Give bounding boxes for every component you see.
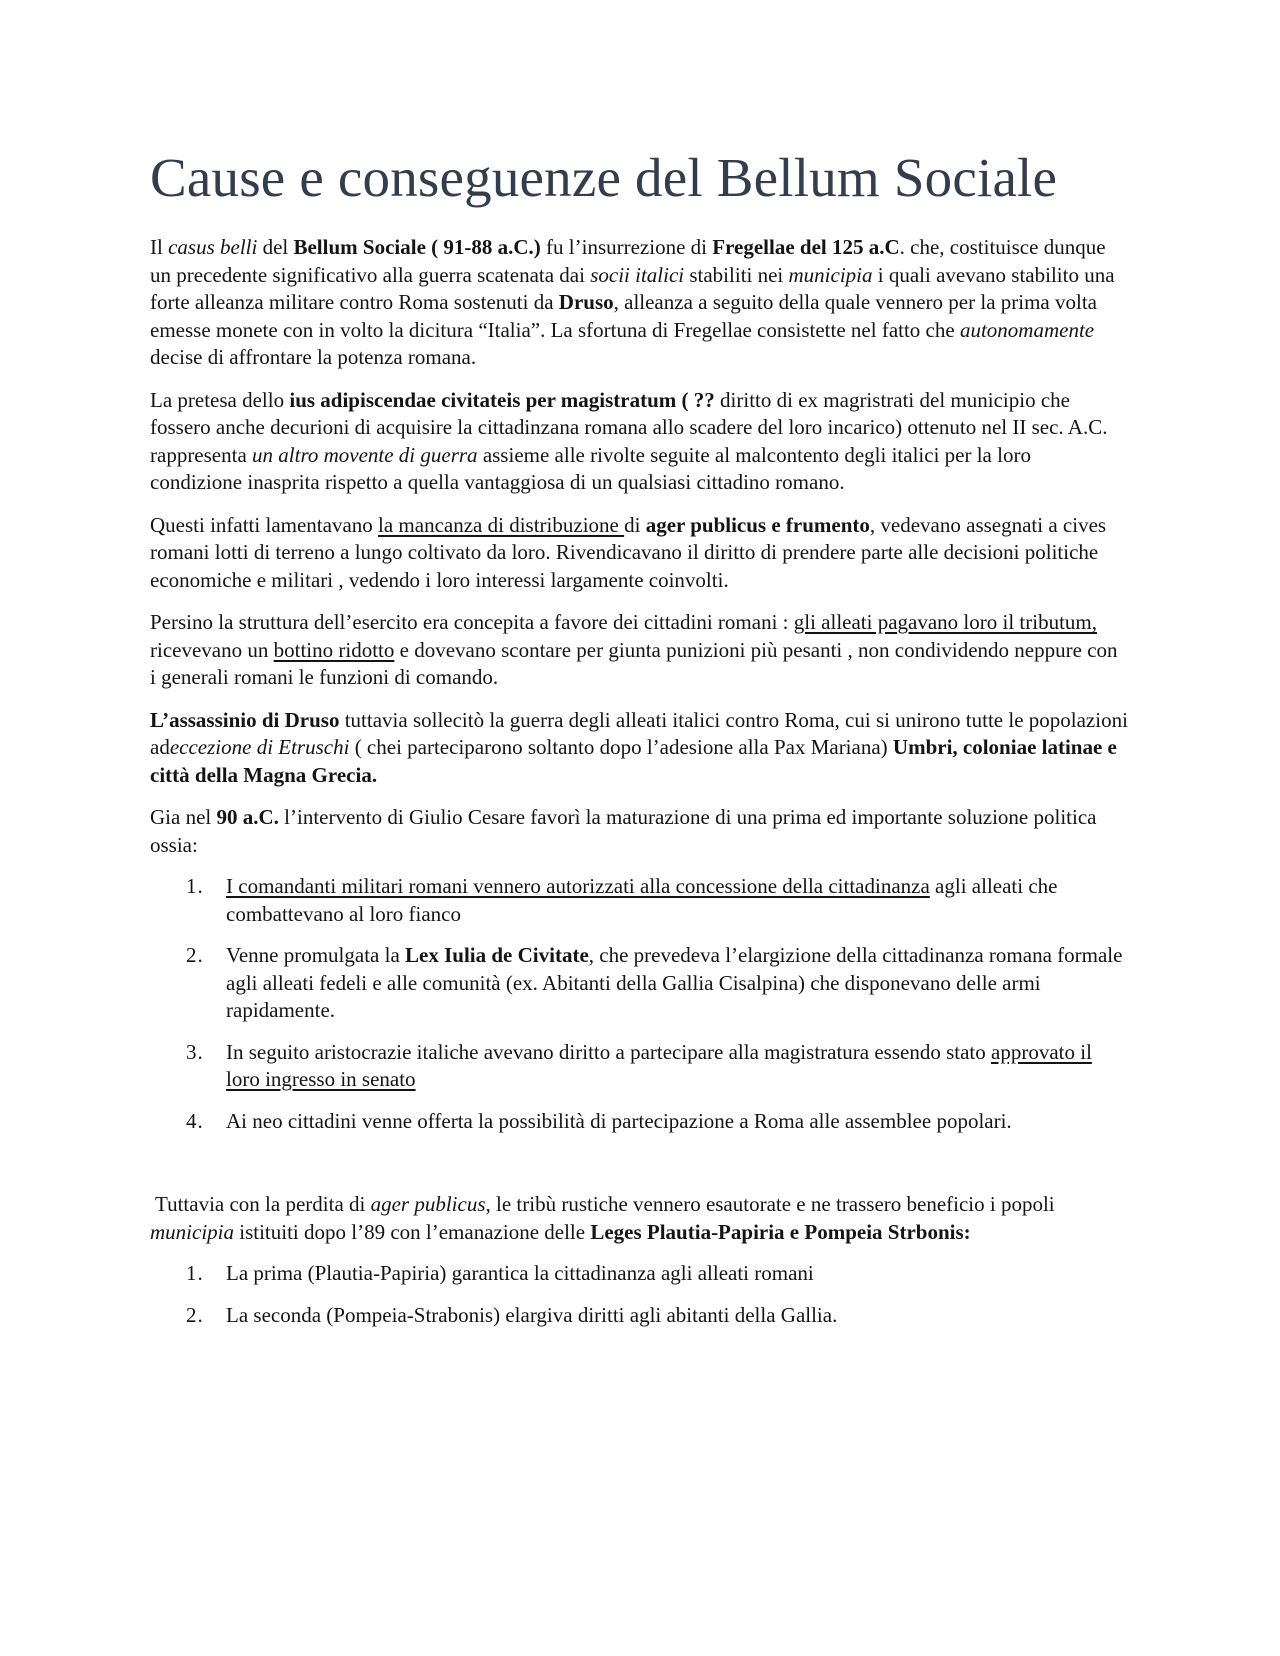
list-item: [150, 1108, 1128, 1136]
text-run: La pretesa dello: [150, 387, 290, 412]
bold-run: Leges Plautia-Papiria e Pompeia Strbonis:: [590, 1219, 971, 1244]
underlined-run: I comandanti militari romani vennero autorizzati alla concessione della cittadinanza: [226, 874, 930, 898]
text-run: e dovevano scontare per giunta punizioni più pesanti , non condividendo neppure con i generali romani le funzioni di comando.: [150, 637, 1118, 689]
list-item: [150, 1260, 1128, 1288]
document-page: [150, 146, 1128, 1329]
paragraph-leges: [150, 1191, 1128, 1246]
text-run: Tuttavia con la perdita di: [155, 1192, 371, 1216]
paragraph-lamentele: [150, 512, 1128, 595]
list-number: 4.: [186, 1108, 204, 1133]
text-run: Questi infatti lamentavano: [150, 512, 379, 537]
italic-run: municipia: [788, 262, 873, 287]
text-run: assieme alle rivolte seguite al malcontento degli italici per la loro condizione inasprita rispetto a quella vantaggiosa di un qualsiasi cittadino romano.: [150, 442, 1031, 494]
bold-run: Umbri, coloniae latinae e città della Magna Grecia.: [150, 735, 1117, 787]
text-run: La seconda (Pompeia-Strabonis) elargiva diritti agli abitanti della Gallia.: [226, 1302, 838, 1327]
italic-run: casus belli: [168, 235, 258, 259]
text-run: Ai neo cittadini venne offerta la possibilità di partecipazione a Roma alle assemblee popolari.: [226, 1108, 1012, 1133]
text-run: stabiliti nei: [684, 262, 789, 287]
paragraph-giulio-cesare: [150, 804, 1128, 859]
bold-run: Druso: [558, 290, 614, 314]
bold-run: ius adipiscendae civitateis per magistratum ( ??: [289, 387, 715, 412]
text-run: ( chei parteciparono soltanto dopo l’adesione alla Pax Mariana): [349, 735, 893, 759]
text-run: decise di affrontare la potenza romana.: [150, 345, 477, 369]
underlined-run: la mancanza di distribuzione: [378, 512, 625, 537]
paragraph-ius-adipiscendae: [150, 387, 1128, 497]
text-run: istituiti dopo l’89 con l’emanazione delle: [234, 1219, 591, 1244]
italic-run: un altro movente di guerra: [252, 442, 478, 467]
list-number: 1.: [186, 874, 204, 898]
text-run: di: [624, 512, 646, 537]
text-run: Venne promulgata la: [226, 943, 406, 967]
underlined-run: gli alleati pagavano loro il tributum,: [793, 610, 1098, 634]
italic-run: autonomamente: [959, 317, 1095, 342]
text-run: , che prevedeva l’elargizione della cittadinanza romana formale agli alleati fedeli e alle comunità (ex. Abitanti della Gallia Cisalpina) che disponevano delle armi rapidamente.: [226, 943, 1123, 1022]
text-run: diritto di ex magristrati del municipio che fossero anche decurioni di acquisire la cittadinzana romana allo scadere del loro incarico) ottenuto nel II sec. A.C. rappresenta: [150, 387, 1108, 467]
bold-run: 90 a.C.: [216, 805, 279, 829]
underlined-run: bottino ridotto: [273, 637, 395, 662]
list-item: [150, 1039, 1128, 1094]
paragraph-esercito: [150, 609, 1128, 692]
bold-run: ager publicus e frumento: [645, 512, 870, 537]
italic-run: municipia: [150, 1219, 234, 1244]
text-run: Persino la struttura dell’esercito era concepita a favore dei cittadini romani :: [150, 610, 794, 634]
list-number: 2.: [186, 943, 204, 967]
italic-run: eccezione di Etruschi: [169, 735, 350, 759]
list-number: 1.: [186, 1261, 204, 1285]
text-run: , vedevano assegnati a cives romani lotti di terreno a lungo coltivato da loro. Rivendicavano il diritto di prendere parte alle decisioni politiche economiche e militari , vedendo i loro interessi largamente coinvolti.: [150, 512, 1107, 592]
bold-run: Lex Iulia de Civitate: [405, 943, 589, 967]
text-run: In seguito aristocrazie italiche avevano diritto a partecipare alla magistratura essendo stato: [226, 1039, 992, 1064]
list-item: [150, 873, 1128, 928]
numbered-list-leges: [150, 1260, 1128, 1329]
bold-run: L’assassinio di Druso: [150, 707, 340, 732]
paragraph-assassinio-druso: [150, 707, 1128, 790]
numbered-list-soluzioni: [150, 873, 1128, 1135]
italic-run: socii italici: [590, 262, 685, 287]
text-run: , alleanza a seguito della quale vennero per la prima volta emesse monete con in volto la dicitura “Italia”. La sfortuna di Fregellae consistette nel fatto che: [150, 290, 1097, 342]
text-run: . che, costituisce dunque un precedente significativo alla guerra scatenata dai: [150, 235, 1106, 287]
text-run: La prima (Plautia-Papiria) garantica la cittadinanza agli alleati romani: [226, 1261, 814, 1285]
list-number: 3.: [186, 1039, 204, 1064]
bold-run: Bellum Sociale ( 91-88 a.C.): [293, 235, 541, 259]
list-item: [150, 942, 1128, 1025]
document-title: Cause e conseguenze del Bellum Sociale: [150, 147, 1058, 208]
text-run: ricevevano un: [150, 637, 274, 662]
text-run: i quali avevano stabilito una forte alleanza militare contro Roma sostenuti da: [150, 262, 1115, 314]
list-number: 2.: [186, 1302, 204, 1327]
text-run: Il: [150, 235, 169, 259]
text-run: l’intervento di Giulio Cesare favorì la maturazione di una prima ed importante soluzione politica ossia:: [150, 805, 1097, 857]
text-run: fu l’insurrezione di: [540, 235, 713, 259]
bold-run: Fregellae del 125 a.C: [712, 235, 900, 259]
underlined-run: approvato il loro ingresso in senato: [226, 1039, 1092, 1091]
italic-run: ager publicus: [370, 1192, 486, 1216]
text-run: Gia nel: [150, 805, 217, 829]
text-run: tuttavia sollecitò la guerra degli alleati italici contro Roma, cui si unirono tutte le popolazioni ad: [150, 707, 1128, 759]
text-run: , le tribù rustiche vennero esautorate e ne trassero beneficio i popoli: [485, 1192, 1055, 1216]
text-run: del: [257, 235, 294, 259]
list-item: [150, 1302, 1128, 1330]
text-run: agli alleati che combattevano al loro fianco: [226, 874, 1058, 926]
paragraph-casus-belli: [150, 234, 1128, 372]
